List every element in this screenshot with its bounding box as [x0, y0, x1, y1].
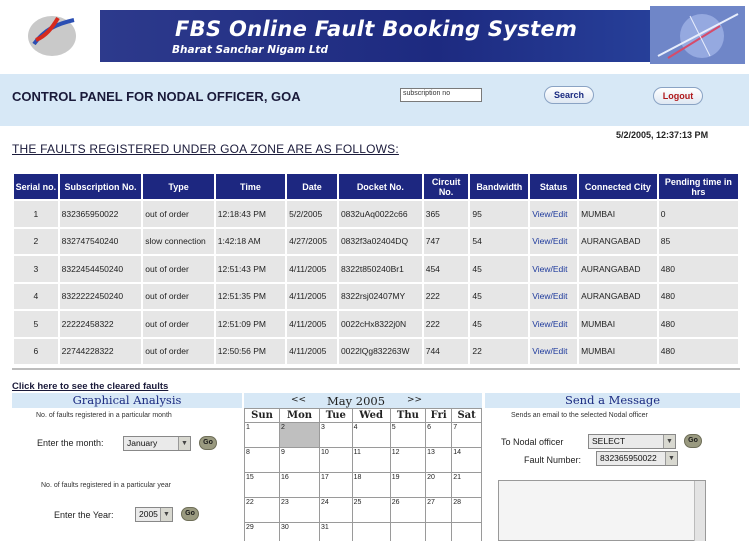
cell-subscription: 8322222450240 — [60, 284, 142, 310]
cell-city: AURANGABAD — [579, 284, 657, 310]
col-header-time: Time — [216, 174, 285, 199]
cell-time: 12:51:43 PM — [216, 256, 285, 282]
year-select[interactable] — [135, 507, 173, 522]
cell-date: 4/11/2005 — [287, 284, 337, 310]
calendar-day[interactable]: 27 — [426, 498, 452, 523]
cell-docket: 0022lQg832263W — [339, 339, 422, 365]
chevron-down-icon: ▼ — [160, 508, 172, 521]
cell-type: out of order — [143, 201, 213, 227]
cell-type: out of order — [143, 339, 213, 365]
calendar-weekday-row — [245, 409, 482, 423]
calendar-day[interactable]: 31 — [320, 523, 353, 541]
logout-button[interactable]: Logout — [653, 87, 703, 105]
cell-pending: 85 — [659, 229, 738, 255]
calendar-day[interactable]: 6 — [426, 423, 452, 448]
month-note: No. of faults registered in a particular month — [36, 412, 172, 419]
message-textarea[interactable] — [498, 480, 706, 541]
cell-docket: 8322t850240Br1 — [339, 256, 422, 282]
calendar-day[interactable]: 9 — [280, 448, 320, 473]
calendar-week-row — [245, 498, 482, 523]
send-message-note: Sends an email to the selected Nodal officer — [511, 412, 648, 419]
cell-pending: 480 — [659, 284, 738, 310]
col-header-status: Status — [530, 174, 577, 199]
cell-circuit: 747 — [424, 229, 469, 255]
cell-city: MUMBAI — [579, 201, 657, 227]
cell-bandwidth: 22 — [470, 339, 528, 365]
network-globe-icon — [650, 6, 745, 64]
calendar-day[interactable] — [452, 523, 482, 541]
cell-docket: 0832f3a02404DQ — [339, 229, 422, 255]
weekday-label: Mon — [280, 409, 320, 423]
cell-circuit: 222 — [424, 311, 469, 337]
chevron-down-icon: ▼ — [665, 452, 677, 465]
cell-date: 4/11/2005 — [287, 311, 337, 337]
app-title: FBS Online Fault Booking System — [175, 17, 578, 41]
calendar-week-row — [245, 523, 482, 541]
weekday-label: Wed — [352, 409, 390, 423]
col-header-type: Type — [143, 174, 213, 199]
table-row — [14, 284, 738, 310]
cell-type: slow connection — [143, 229, 213, 255]
calendar-day[interactable]: 14 — [452, 448, 482, 473]
faults-table — [12, 172, 740, 366]
calendar-day[interactable]: 15 — [245, 473, 280, 498]
cell-serial: 2 — [14, 229, 58, 255]
cell-subscription: 832747540240 — [60, 229, 142, 255]
bsnl-logo — [22, 10, 82, 60]
view-edit-link[interactable]: View/Edit — [530, 284, 577, 310]
calendar-day[interactable]: 29 — [245, 523, 280, 541]
calendar-day[interactable]: 3 — [320, 423, 353, 448]
year-select-value: 2005 — [139, 509, 158, 519]
weekday-label: Sat — [452, 409, 482, 423]
calendar-day[interactable]: 8 — [245, 448, 280, 473]
fault-number-label: Fault Number: — [524, 455, 582, 465]
calendar-day[interactable]: 7 — [452, 423, 482, 448]
chevron-down-icon: ▼ — [663, 435, 675, 448]
cell-circuit: 365 — [424, 201, 469, 227]
calendar-day[interactable]: 23 — [280, 498, 320, 523]
calendar-day[interactable]: 24 — [320, 498, 353, 523]
weekday-label: Tue — [320, 409, 353, 423]
calendar-day[interactable]: 10 — [320, 448, 353, 473]
calendar-week-row — [245, 448, 482, 473]
year-go-button[interactable]: Go — [181, 507, 199, 521]
fault-number-select[interactable] — [596, 451, 678, 466]
cell-city: MUMBAI — [579, 339, 657, 365]
cell-bandwidth: 54 — [470, 229, 528, 255]
fault-number-select-value: 832365950022 — [600, 453, 657, 463]
month-select[interactable] — [123, 436, 191, 451]
calendar-day[interactable]: 1 — [245, 423, 280, 448]
calendar-day[interactable]: 28 — [452, 498, 482, 523]
cell-time: 1:42:18 AM — [216, 229, 285, 255]
calendar-day[interactable]: 4 — [352, 423, 390, 448]
cell-time: 12:51:35 PM — [216, 284, 285, 310]
calendar-day[interactable]: 18 — [352, 473, 390, 498]
send-message-go-button[interactable]: Go — [684, 434, 702, 448]
table-row — [14, 311, 738, 337]
cell-time: 12:51:09 PM — [216, 311, 285, 337]
page-title: CONTROL PANEL FOR NODAL OFFICER, GOA — [12, 89, 301, 104]
calendar-day[interactable]: 5 — [390, 423, 425, 448]
calendar-grid — [244, 408, 482, 541]
cell-type: out of order — [143, 256, 213, 282]
table-row — [14, 229, 738, 255]
weekday-label: Sun — [245, 409, 280, 423]
send-message-title: Send a Message — [485, 393, 740, 408]
faults-heading: THE FAULTS REGISTERED UNDER GOA ZONE ARE AS FOLLOWS: — [12, 142, 399, 156]
calendar-day[interactable]: 13 — [426, 448, 452, 473]
col-header-pending: Pending time in hrs — [659, 174, 738, 199]
cell-serial: 6 — [14, 339, 58, 365]
calendar-day[interactable]: 25 — [352, 498, 390, 523]
col-header-subscription: Subscription No. — [60, 174, 142, 199]
col-header-bandwidth: Bandwidth — [470, 174, 528, 199]
company-name: Bharat Sanchar Nigam Ltd — [172, 44, 329, 56]
cell-subscription: 832365950022 — [60, 201, 142, 227]
calendar-day[interactable]: 26 — [390, 498, 425, 523]
cell-city: AURANGABAD — [579, 229, 657, 255]
cell-type: out of order — [143, 284, 213, 310]
view-edit-link[interactable]: View/Edit — [530, 339, 577, 365]
col-header-date: Date — [287, 174, 337, 199]
cell-serial: 5 — [14, 311, 58, 337]
nodal-officer-select[interactable] — [588, 434, 676, 449]
cell-pending: 480 — [659, 339, 738, 365]
cell-bandwidth: 45 — [470, 311, 528, 337]
col-header-city: Connected City — [579, 174, 657, 199]
calendar-day[interactable] — [352, 523, 390, 541]
cell-date: 4/27/2005 — [287, 229, 337, 255]
chevron-down-icon: ▼ — [178, 437, 190, 450]
graphical-analysis-title: Graphical Analysis — [12, 393, 242, 408]
weekday-label: Thu — [390, 409, 425, 423]
cell-bandwidth: 45 — [470, 256, 528, 282]
table-row — [14, 201, 738, 227]
col-header-serial: Serial no. — [14, 174, 58, 199]
table-row — [14, 256, 738, 282]
cell-circuit: 222 — [424, 284, 469, 310]
cell-subscription: 22222458322 — [60, 311, 142, 337]
col-header-docket: Docket No. — [339, 174, 422, 199]
calendar-day[interactable]: 22 — [245, 498, 280, 523]
month-label: Enter the month: — [37, 438, 104, 448]
cell-pending: 480 — [659, 311, 738, 337]
calendar-day[interactable]: 16 — [280, 473, 320, 498]
divider — [12, 368, 740, 370]
to-nodal-officer-label: To Nodal officer — [501, 437, 564, 447]
year-label: Enter the Year: — [54, 510, 114, 520]
cell-type: out of order — [143, 311, 213, 337]
cell-serial: 4 — [14, 284, 58, 310]
calendar-month-title: May 2005 — [326, 394, 386, 408]
calendar-day[interactable]: 17 — [320, 473, 353, 498]
nodal-officer-select-value: SELECT — [592, 436, 626, 446]
cell-docket: 8322rsj02407MY — [339, 284, 422, 310]
cell-circuit: 454 — [424, 256, 469, 282]
cell-time: 12:50:56 PM — [216, 339, 285, 365]
search-button[interactable]: Search — [544, 86, 594, 104]
search-input[interactable]: subscription no — [400, 88, 482, 102]
cell-circuit: 744 — [424, 339, 469, 365]
cell-subscription: 8322454450240 — [60, 256, 142, 282]
cell-docket: 0832uAq0022c66 — [339, 201, 422, 227]
table-row — [14, 339, 738, 365]
calendar-day[interactable]: 19 — [390, 473, 425, 498]
current-timestamp: 5/2/2005, 12:37:13 PM — [616, 130, 709, 140]
cell-serial: 1 — [14, 201, 58, 227]
month-go-button[interactable]: Go — [199, 436, 217, 450]
header-banner — [0, 0, 749, 68]
cell-docket: 0022cHx8322j0N — [339, 311, 422, 337]
calendar-prev-button[interactable]: << — [291, 395, 307, 405]
calendar-day[interactable]: 12 — [390, 448, 425, 473]
cell-pending: 480 — [659, 256, 738, 282]
weekday-label: Fri — [426, 409, 452, 423]
cell-serial: 3 — [14, 256, 58, 282]
cell-subscription: 22744228322 — [60, 339, 142, 365]
view-edit-link[interactable]: View/Edit — [530, 311, 577, 337]
col-header-circuit: Circuit No. — [424, 174, 469, 199]
table-header-row — [14, 174, 738, 199]
calendar-day[interactable] — [426, 523, 452, 541]
cell-date: 5/2/2005 — [287, 201, 337, 227]
calendar-day[interactable]: 21 — [452, 473, 482, 498]
message-scrollbar[interactable] — [694, 481, 705, 541]
calendar-day[interactable]: 11 — [352, 448, 390, 473]
cell-date: 4/11/2005 — [287, 339, 337, 365]
cell-city: AURANGABAD — [579, 256, 657, 282]
calendar-day-selected[interactable]: 2 — [280, 423, 320, 448]
cell-bandwidth: 45 — [470, 284, 528, 310]
calendar-week-row — [245, 473, 482, 498]
calendar-next-button[interactable]: >> — [407, 395, 423, 405]
year-note: No. of faults registered in a particular year — [41, 482, 171, 489]
view-edit-link[interactable]: View/Edit — [530, 201, 577, 227]
calendar-day[interactable] — [390, 523, 425, 541]
cell-pending: 0 — [659, 201, 738, 227]
month-select-value: January — [127, 438, 158, 448]
calendar-week-row — [245, 423, 482, 448]
cell-date: 4/11/2005 — [287, 256, 337, 282]
cell-bandwidth: 95 — [470, 201, 528, 227]
calendar — [244, 408, 482, 541]
view-edit-link[interactable]: View/Edit — [530, 229, 577, 255]
calendar-day[interactable]: 30 — [280, 523, 320, 541]
cleared-faults-link[interactable]: Click here to see the cleared faults — [12, 381, 169, 392]
calendar-day[interactable]: 20 — [426, 473, 452, 498]
cell-time: 12:18:43 PM — [216, 201, 285, 227]
view-edit-link[interactable]: View/Edit — [530, 256, 577, 282]
cell-city: MUMBAI — [579, 311, 657, 337]
